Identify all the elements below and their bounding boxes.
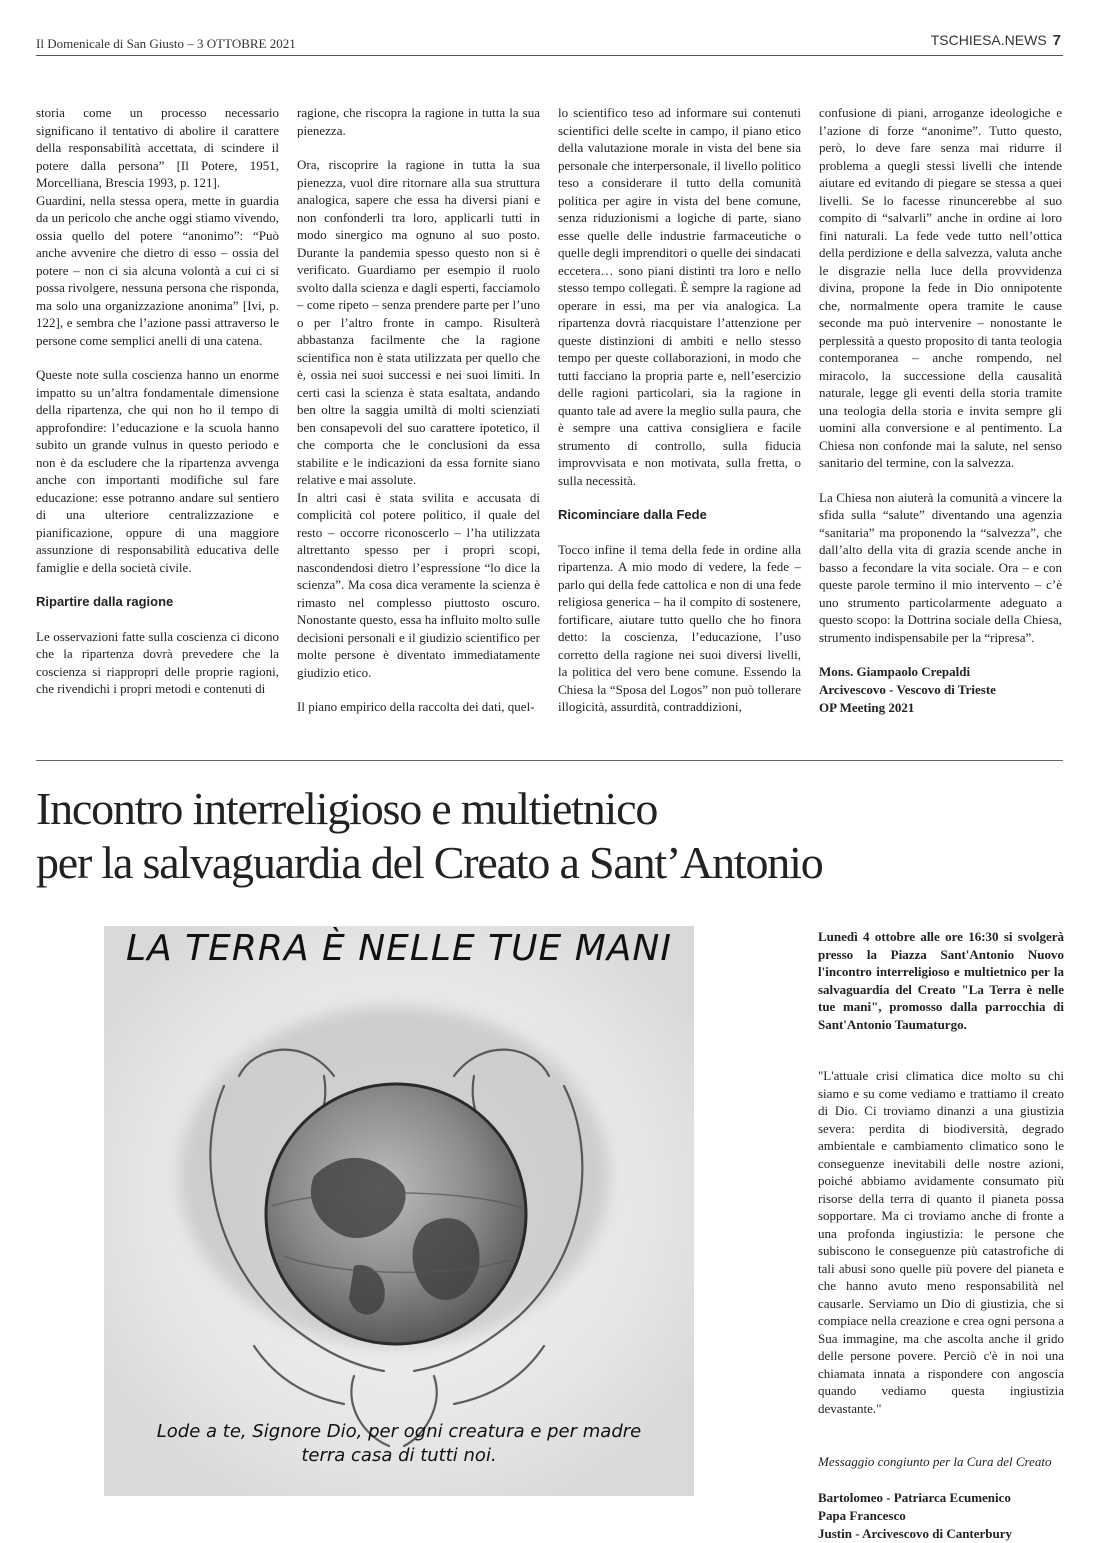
- paragraph: Le osservazioni fatte sulla coscienza ci dicono che la ripartenza dovrà prevedere che la coscienza si riappropri delle proprie ragioni, che rivendichi i propri metodi e contenuti di: [36, 628, 279, 696]
- author-signature: [819, 663, 1062, 717]
- poster-title: LA TERRA È NELLE TUE MANI: [126, 928, 672, 969]
- paragraph: ragione, che riscopra la ragione in tutta la sua pienezza.: [297, 105, 540, 138]
- signatories: [818, 1489, 1064, 1543]
- signatory: Justin - Arcivescovo di Canterbury: [818, 1525, 1013, 1541]
- site-and-page: [931, 32, 1061, 49]
- article-headline: [36, 782, 1066, 890]
- article-column-4: [819, 104, 1062, 717]
- section-divider: [36, 760, 1063, 761]
- section-heading: Ripartire dalla ragione: [36, 594, 174, 609]
- headline-line: per la salvaguardia del Creato a Sant’Antonio: [36, 837, 823, 888]
- section-heading: Ricominciare dalla Fede: [558, 507, 707, 522]
- header-divider: [36, 55, 1063, 56]
- article-column-3: [558, 104, 801, 733]
- paragraph: Il piano empirico della raccolta dei dati, quel-: [297, 699, 535, 714]
- sidebar-text: [818, 928, 1064, 1543]
- page-number: 7: [1052, 32, 1061, 49]
- site-name: TSCHIESA.NEWS: [930, 32, 1047, 48]
- paragraph: storia come un processo necessario significano il tentativo di abolire il carattere della responsabilità accettata, di scindere il potere dalla persona” [Il Potere, 1951, Morcelliana, Brescia 1993, p. 121].: [36, 105, 279, 190]
- paragraph: La Chiesa non aiuterà la comunità a vincere la sfida sulla “salute” diventando una agenzia “sanitaria” ma proponendo la “salvezza”, che dall’alto della vita di grazia scende anche in basso a fecondare la vita sociale. Ora – e con queste parole termino il mio intervento – c’è uno strumento particolarmente adeguato a questo scopo: la Dottrina sociale della Chiesa, strumento indispensabile per la “ripresa”.: [819, 489, 1062, 645]
- article-column-2: [297, 104, 540, 733]
- author-name: Mons. Giampaolo Crepaldi: [819, 664, 971, 679]
- signatory: Papa Francesco: [818, 1507, 906, 1523]
- signatory: Bartolomeo - Patriarca Ecumenico: [818, 1489, 1011, 1505]
- caption-line: terra casa di tutti noi.: [301, 1445, 497, 1466]
- earth-in-hands-drawing: [104, 926, 694, 1496]
- event-poster-image: [104, 926, 694, 1496]
- headline-line: Incontro interreligioso e multietnico: [36, 783, 658, 834]
- paragraph: In altri casi è stata svilita e accusata di complicità col potere politico, il quale del resto – occorre riconoscerlo – l’ha utilizzata altrettanto spesso per i propri scopi, nascondendosi dietro l’espressione “lo dice la scienza”. Ma cosa dica veramente la scienza è rimasto nel complesso piuttosto oscuro. Nonostante questo, essa ha influito molto sulle decisioni personali e il giudizio scientifico per molte persone è diventato immediatamente giudizio etico.: [297, 489, 540, 680]
- paragraph: Ora, riscoprire la ragione in tutta la sua pienezza, vuol dire ritornare alla sua struttura analogica, sapere che essa ha diversi piani e non confonderli tra loro, applicarli tutti in modo sinergico ma ognuno al suo posto. Durante la pandemia spesso questo non si è verificato. Guardiamo per esempio il ruolo svolto dalla scienza e dagli esperti, facciamolo – come ripeto – senza prendere parte per l’uno o per l’altro fronte in campo. Risulterà abbastanza facilmente che la ragione scientifica non è stata utilizzata per quello che è, ossia nei suoi successi e nei suoi limiti. In certi casi la scienza è stata esaltata, andando ben oltre la saggia umiltà di molti scienziati ben consapevoli del suo carattere ipotetico, il che comporta che le conclusioni da essa stabilite e le indicazioni da essa fornite siano relative e mai assolute.: [297, 157, 540, 487]
- paragraph: Tocco infine il tema della fede in ordine alla ripartenza. A mio modo di vedere, la fede – parlo qui della fede cattolica e non di una fede religiosa generica – ha il compito di sostenere, fortificare, aiutare tutto quello che ho finora detto: la coscienza, l’educazione, l’uso corretto della ragione nei suoi diversi livelli, la politica del vero bene comune. Essendo la Chiesa la “Sposa del Logos” non può tollerare illogicità, assurdità, contraddizioni,: [558, 541, 801, 714]
- author-role: Arcivescovo - Vescovo di Trieste: [819, 682, 996, 697]
- caption-line: Lode a te, Signore Dio, per ogni creatura e per madre: [156, 1421, 642, 1442]
- quote-source: Messaggio congiunto per la Cura del Creato: [818, 1454, 1052, 1469]
- paragraph: Queste note sulla coscienza hanno un enorme impatto su un’altra fondamentale dimensione della ripartenza, che qui non ho il tempo di approfondire: l’educazione e la scuola hanno subito un grande vulnus in questo periodo e non è da escludere che la ripartenza avvenga anche con importanti modifiche sul fare educazione: esse potranno andare sul sentiero di una ulteriore centralizzazione e pianificazione, oppure di una maggiore assunzione di responsabilità educativa delle famiglie e della società civile.: [36, 367, 279, 575]
- publication-date: Il Domenicale di San Giusto – 3 OTTOBRE 2021: [36, 36, 296, 51]
- paragraph: lo scientifico teso ad informare sui contenuti scientifici delle scelte in campo, il piano etico della valutazione morale in vista del bene sia personale che interpersonale, il livello politico teso a considerare il tutto della comunità politica per agire in vista del bene comune, senza riduzionismi a logiche di parte, siano esse quelle delle industrie farmaceutiche o quelle degli imprenditori o quelle dei sindacati eccetera… sono piani distinti tra loro e nello stesso tempo collegati. È sempre la ragione ad operare in essi, ma per via analogica. La ripartenza dovrà riacquistare l’attenzione per queste distinzioni di ambiti e nello stesso tempo per queste collaborazioni, in modo che tutti facciano la propria parte e, nell’esercizio delle ragioni particolari, sia la ragione in quanto tale ad avere la meglio sulla paura, che è sempre una cattiva consigliera e facile strumento di controllo, sulla fiducia improvvisata e non motivata, sulla fretta, o sulla necessità.: [558, 105, 801, 488]
- article-column-1: [36, 104, 279, 715]
- paragraph: confusione di piani, arroganze ideologiche e l’azione di forze “anonime”. Tutto questo, però, lo deve fare senza mai ridurre il problema a quegli stessi livelli che intende aiutare ed evitando di piegare se stessa a quei livelli. Se lo facesse rinuncerebbe al suo compito di “salvarli” anche in ordine ai loro fini naturali. La fede vede tutto nell’ottica della perdizione e della salvezza, valuta anche le disgrazie nella luce della provvidenza divina, propone la fede in Dio onnipotente che, normalmente opera tramite le cause seconde ma può intervenire – nonostante le perplessità a questo proposito di tanta teologia contemporanea – anche rompendo, nel miracolo, la successione della causalità naturale, legge gli eventi della storia tramite una teologia della storia e invita sempre gli uomini alla conversione e al pentimento. La Chiesa non confonde mai la salute, nel senso sanitario del termine, con la salvezza.: [819, 105, 1062, 470]
- author-event: OP Meeting 2021: [819, 700, 915, 715]
- paragraph: Guardini, nella stessa opera, mette in guardia da un pericolo che anche oggi stiamo vivendo, ossia quello del potere “anonimo”: “Può anche avvenire che dietro di esso – ossia del potere – non ci sia alcuna volontà a cui ci si possa rivolgere, nessuna persona che risponda, ma solo una organizzazione anonima” [Ivi, p. 122], e sembra che l’azione passi attraverso le persone come semplici anelli di una catena.: [36, 192, 279, 348]
- lead-paragraph: Lunedì 4 ottobre alle ore 16:30 si svolgerà presso la Piazza Sant'Antonio Nuovo l'incontro interreligioso e multietnico per la salvaguardia del Creato "La Terra è nelle tue mani", promosso dalla parrocchia di Sant'Antonio Taumaturgo.: [818, 929, 1064, 1032]
- poster-caption: [104, 1420, 694, 1468]
- quote-paragraph: "L'attuale crisi climatica dice molto su chi siamo e su come vediamo e trattiamo il creato di Dio. Ci troviamo dinanzi a una giustizia severa: perdita di biodiversità, degrado ambientale e cambiamento climatico sono le conseguenze inevitabili delle nostre azioni, poiché abbiamo avidamente consumato più risorse della terra di quanto il pianeta possa sopportare. Ma ci troviamo anche di fronte a una profonda ingiustizia: le persone che subiscono le conseguenze più catastrofiche di tali abusi sono quelle più povere del pianeta e che hanno avuto meno responsabilità nel causarle. Serviamo un Dio di giustizia, che si compiace nella creazione e crea ogni persona a Sua immagine, ma che ascolta anche il grido delle persone povere. Perciò c'è in noi una chiamata innata a rispondere con angoscia quando vediamo questa ingiustizia devastante.": [818, 1068, 1064, 1416]
